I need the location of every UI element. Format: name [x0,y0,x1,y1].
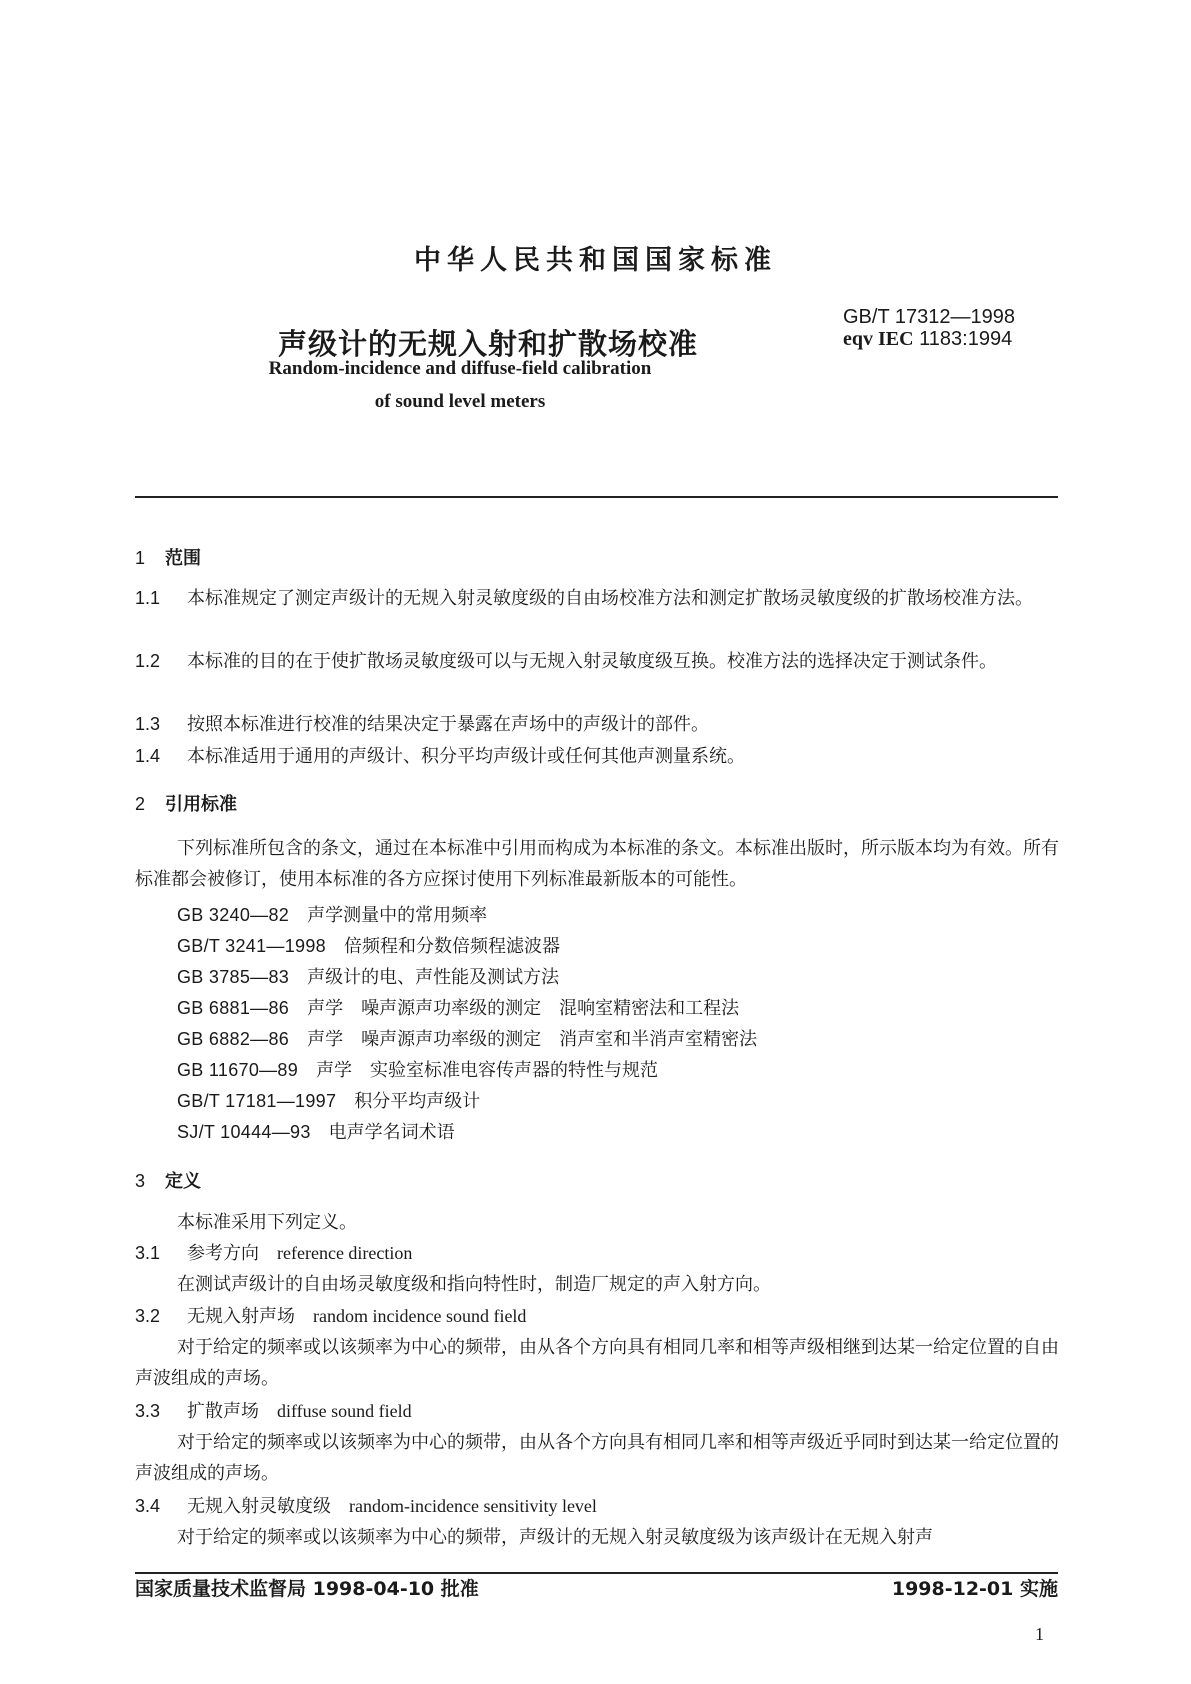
equivalent-standard [843,328,1015,350]
equivalent-number: 1183:1994 [919,328,1013,350]
clause-1-4 [135,741,1060,772]
section-number: 1 [135,548,146,568]
reference-code: GB 6881—86 [177,998,290,1018]
reference-item [177,994,739,1020]
clause-text: 本标准适用于通用的声级计、积分平均声级计或任何其他声测量系统。 [187,746,745,767]
clause-number: 1.4 [135,746,161,766]
clause-number: 3.3 [135,1401,161,1421]
reference-item [177,1087,480,1113]
term-english: random-incidence sensitivity level [349,1496,597,1516]
reference-item [177,1025,757,1051]
equivalent-prefix: eqv IEC [843,328,914,350]
reference-code: GB 3785—83 [177,967,290,987]
section-3-heading [135,1167,201,1193]
reference-title: 声学测量中的常用频率 [307,905,488,926]
reference-item [177,1056,658,1082]
definition-3-1-text: 在测试声级计的自由场灵敏度级和指向特性时，制造厂规定的声入射方向。 [177,1274,771,1295]
section-2-heading [135,790,237,816]
definition-3-4-term [135,1491,597,1522]
definition-3-4-text: 对于给定的频率或以该频率为中心的频带，声级计的无规入射灵敏度级为该声级计在无规入射声 [177,1527,933,1548]
definition-3-3-term [135,1396,412,1427]
section-1-heading [135,544,201,570]
term-english: diffuse sound field [277,1401,412,1421]
reference-title: 声学 噪声源声功率级的测定 消声室和半消声室精密法 [307,1029,758,1050]
term-chinese: 无规入射声场 [187,1306,295,1327]
clause-1-2 [135,646,1060,677]
reference-item [177,1118,455,1144]
reference-item [177,901,487,927]
reference-title: 声级计的电、声性能及测试方法 [307,967,560,988]
standard-title-chinese: 声级计的无规入射和扩散场校准 [278,327,699,361]
term-chinese: 无规入射灵敏度级 [187,1496,331,1517]
clause-number: 3.4 [135,1496,161,1516]
clause-1-1 [135,583,1060,614]
definition-3-1-term [135,1238,412,1269]
national-standard-label: 中华人民共和国国家标准 [414,245,777,276]
section-title: 引用标准 [165,794,237,815]
reference-title: 倍频程和分数倍频程滤波器 [343,936,560,957]
section-number: 3 [135,1171,146,1191]
standard-number: GB/T 17312—1998 [843,306,1015,328]
reference-title: 声学 实验室标准电容传声器的特性与规范 [316,1060,659,1081]
clause-number: 1.3 [135,714,161,734]
reference-item [177,932,560,958]
reference-item [177,963,559,989]
page-number: 1 [1035,1624,1044,1644]
term-english: random incidence sound field [313,1306,527,1326]
standard-title-english-line2: of sound level meters [374,391,546,412]
term-chinese: 参考方向 [187,1243,259,1264]
clause-number: 1.1 [135,588,161,608]
header-divider [135,496,1058,498]
standard-title-english-line1: Random-incidence and diffuse-field calibration [268,358,652,379]
clause-number: 3.1 [135,1243,161,1263]
reference-code: SJ/T 10444—93 [177,1122,311,1142]
approval-line: 国家质量技术监督局 1998-04-10 批准 [135,1578,479,1600]
term-chinese: 扩散声场 [187,1401,259,1422]
clause-number: 3.2 [135,1306,161,1326]
reference-code: GB/T 17181—1997 [177,1091,337,1111]
references-intro: 下列标准所包含的条文，通过在本标准中引用而构成为本标准的条文。本标准出版时，所示版本均为有效。所有标准都会被修订，使用本标准的各方应探讨使用下列标准最新版本的可能性。 [135,838,1059,890]
section-number: 2 [135,794,146,814]
reference-code: GB 11670—89 [177,1060,299,1080]
definition-3-2-term [135,1301,526,1332]
standard-code-block [843,306,1015,350]
clause-number: 1.2 [135,651,161,671]
definitions-intro: 本标准采用下列定义。 [177,1212,357,1233]
definition-3-2-text: 对于给定的频率或以该频率为中心的频带，由从各个方向具有相同几率和相等声级相继到达某一给定位置的自由声波组成的声场。 [135,1337,1059,1389]
clause-text: 本标准规定了测定声级计的无规入射灵敏度级的自由场校准方法和测定扩散场灵敏度级的扩散场校准方法。 [187,588,1033,609]
section-title: 范围 [165,548,201,569]
implementation-date: 1998-12-01 实施 [891,1578,1058,1600]
section-title: 定义 [165,1171,201,1192]
term-english: reference direction [277,1243,413,1263]
clause-1-3 [135,709,1060,740]
reference-code: GB 6882—86 [177,1029,290,1049]
reference-title: 声学 噪声源声功率级的测定 混响室精密法和工程法 [307,998,740,1019]
definition-3-3-text: 对于给定的频率或以该频率为中心的频带，由从各个方向具有相同几率和相等声级近乎同时到达某一给定位置的声波组成的声场。 [135,1432,1059,1484]
reference-code: GB/T 3241—1998 [177,936,326,956]
reference-code: GB 3240—82 [177,905,290,925]
clause-text: 本标准的目的在于使扩散场灵敏度级可以与无规入射灵敏度级互换。校准方法的选择决定于测试条件。 [187,651,997,672]
reference-title: 积分平均声级计 [354,1091,481,1112]
clause-text: 按照本标准进行校准的结果决定于暴露在声场中的声级计的部件。 [187,714,709,735]
reference-title: 电声学名词术语 [328,1122,455,1143]
